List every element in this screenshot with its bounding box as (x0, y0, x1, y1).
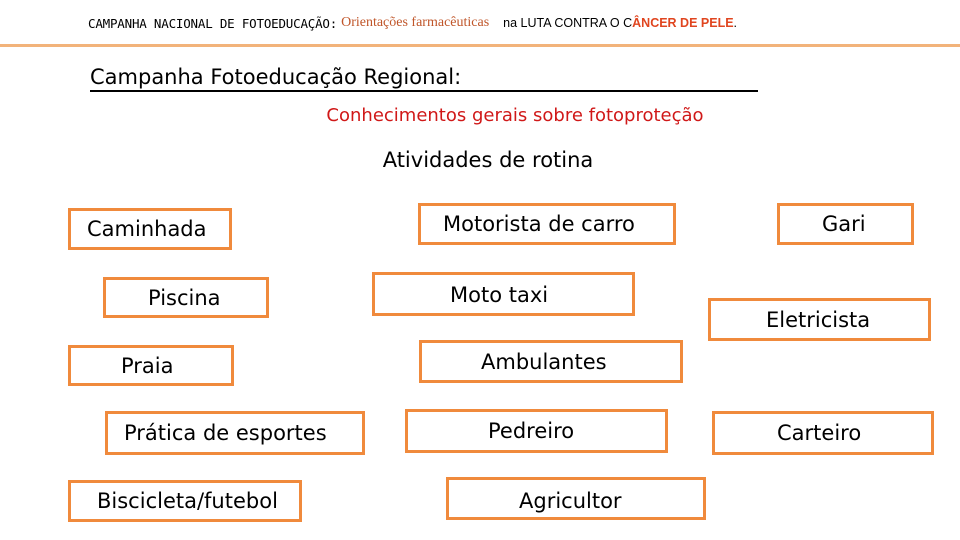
activity-box-eletricista (708, 298, 931, 341)
activity-label: Piscina (148, 285, 221, 310)
activity-label: Eletricista (766, 307, 871, 332)
activity-label: Prática de esportes (124, 421, 327, 445)
slide-header (0, 0, 960, 46)
activity-label: Agricultor (519, 489, 622, 513)
activity-label: Moto taxi (450, 283, 549, 307)
activity-box-pratica-esportes (105, 411, 365, 455)
activity-box-carteiro (712, 411, 934, 455)
activity-label: Caminhada (87, 217, 207, 241)
header-cancer: ÂNCER DE PELE (632, 16, 734, 30)
activity-box-gari (777, 203, 914, 245)
activity-label: Praia (121, 353, 174, 378)
header-divider (0, 44, 960, 47)
activity-label: Pedreiro (488, 419, 575, 443)
activity-box-pedreiro (405, 409, 668, 453)
activity-label: Carteiro (777, 421, 862, 445)
header-text (88, 0, 737, 46)
section-heading: Atividades de rotina (382, 148, 594, 172)
activity-box-caminhada (68, 208, 232, 250)
header-campaign: CAMPANHA NACIONAL DE FOTOEDUCAÇÃO: (88, 15, 338, 31)
activity-box-moto-taxi (372, 272, 635, 316)
activity-box-piscina (103, 277, 269, 318)
activity-box-praia (68, 345, 234, 386)
activity-box-ambulantes (419, 340, 683, 383)
activity-label: Biscicleta/futebol (97, 489, 278, 513)
activity-label: Motorista de carro (443, 212, 635, 236)
header-period: . (733, 16, 738, 30)
activity-box-motorista (418, 203, 676, 245)
header-guidance: Orientações farmacêuticas (341, 15, 490, 30)
header-fight: na LUTA CONTRA O C (503, 16, 633, 30)
page-subtitle: Conhecimentos gerais sobre fotoproteção (326, 105, 704, 126)
activity-label: Gari (822, 212, 866, 236)
activity-box-bicicleta (68, 480, 302, 522)
activity-box-agricultor (446, 477, 706, 520)
page-title: Campanha Fotoeducação Regional: (90, 64, 758, 92)
activity-label: Ambulantes (481, 350, 607, 374)
